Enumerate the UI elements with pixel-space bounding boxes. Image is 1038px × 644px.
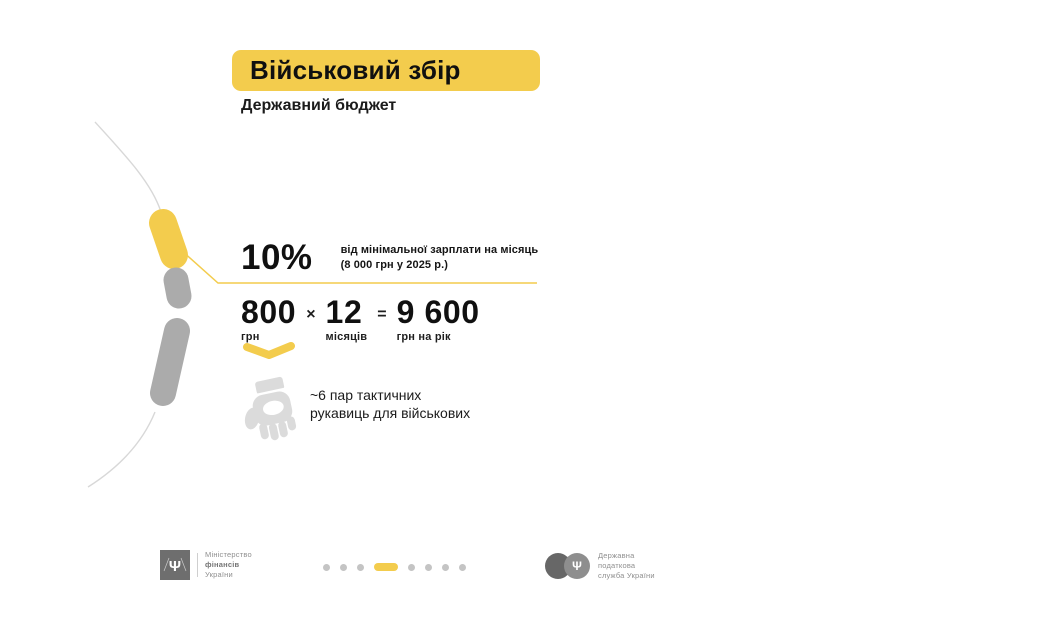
pagination-dot[interactable] [442, 564, 449, 571]
tax-text-line2: податкова [598, 560, 636, 570]
ministry-logo-text [205, 550, 252, 580]
yearly-amount: 9 600 [396, 294, 480, 330]
tactical-glove-icon [237, 375, 309, 447]
rate-value: 10% [241, 238, 313, 277]
tax-text-line3: служба України [598, 570, 655, 580]
yellow-capsule-segment [163, 223, 174, 255]
gray-capsule-segment-small [176, 280, 179, 296]
example-caption-line2: рукавиць для військових [310, 405, 471, 422]
months-unit: місяців [325, 330, 368, 343]
chevron-down-icon [242, 342, 296, 364]
example-caption [310, 386, 470, 423]
pagination-dot[interactable] [323, 564, 330, 571]
svg-text:Ψ: Ψ [168, 558, 182, 575]
page-title: Військовий збір [250, 55, 461, 85]
tax-text-line1: Державна [598, 551, 635, 560]
equation-term-monthly [241, 296, 296, 343]
logo-divider [197, 553, 198, 577]
rate-description-line2: (8 000 грн у 2025 р.) [340, 259, 449, 271]
pagination-dot[interactable] [425, 564, 432, 571]
rate-description-line1: від мінімальної зарплати на місяць [340, 243, 539, 256]
pagination-active-pill[interactable] [374, 563, 398, 571]
ministry-text-line1: Міністерство [205, 550, 252, 560]
rate-description [341, 243, 539, 274]
equation-term-yearly [397, 296, 480, 343]
title-highlight [232, 50, 540, 91]
pagination [323, 560, 466, 574]
yearly-amount-unit: грн на рік [396, 330, 451, 343]
pagination-dot[interactable] [357, 564, 364, 571]
arc-line-top [95, 122, 161, 212]
months-count: 12 [325, 294, 363, 330]
pagination-dot[interactable] [408, 564, 415, 571]
arc-line-bottom [88, 412, 155, 487]
trident-circle-icon [564, 553, 590, 579]
trident-glyph: Ψ [572, 558, 582, 573]
monthly-amount-unit: грн [241, 330, 260, 343]
subtitle: Державний бюджет [241, 97, 397, 114]
tax-service-text [598, 551, 655, 581]
tax-service-circles-icon [545, 553, 590, 579]
ministry-of-finance-logo [160, 550, 252, 580]
ministry-text-line3: України [205, 569, 233, 579]
tax-service-logo [545, 551, 655, 581]
trident-emblem-icon [160, 550, 190, 580]
monthly-amount: 800 [241, 294, 297, 330]
example-caption-line1: ~6 пар тактичних [310, 387, 422, 403]
calculation-equation [241, 296, 480, 343]
equation-term-months [326, 296, 368, 343]
rate-section [241, 238, 538, 278]
ministry-text-line2: фінансів [205, 560, 240, 570]
pagination-dot[interactable] [340, 564, 347, 571]
multiply-operator: × [306, 306, 316, 323]
gray-capsule-segment-long [163, 331, 177, 393]
equals-operator: = [377, 306, 387, 323]
pagination-dot[interactable] [459, 564, 466, 571]
